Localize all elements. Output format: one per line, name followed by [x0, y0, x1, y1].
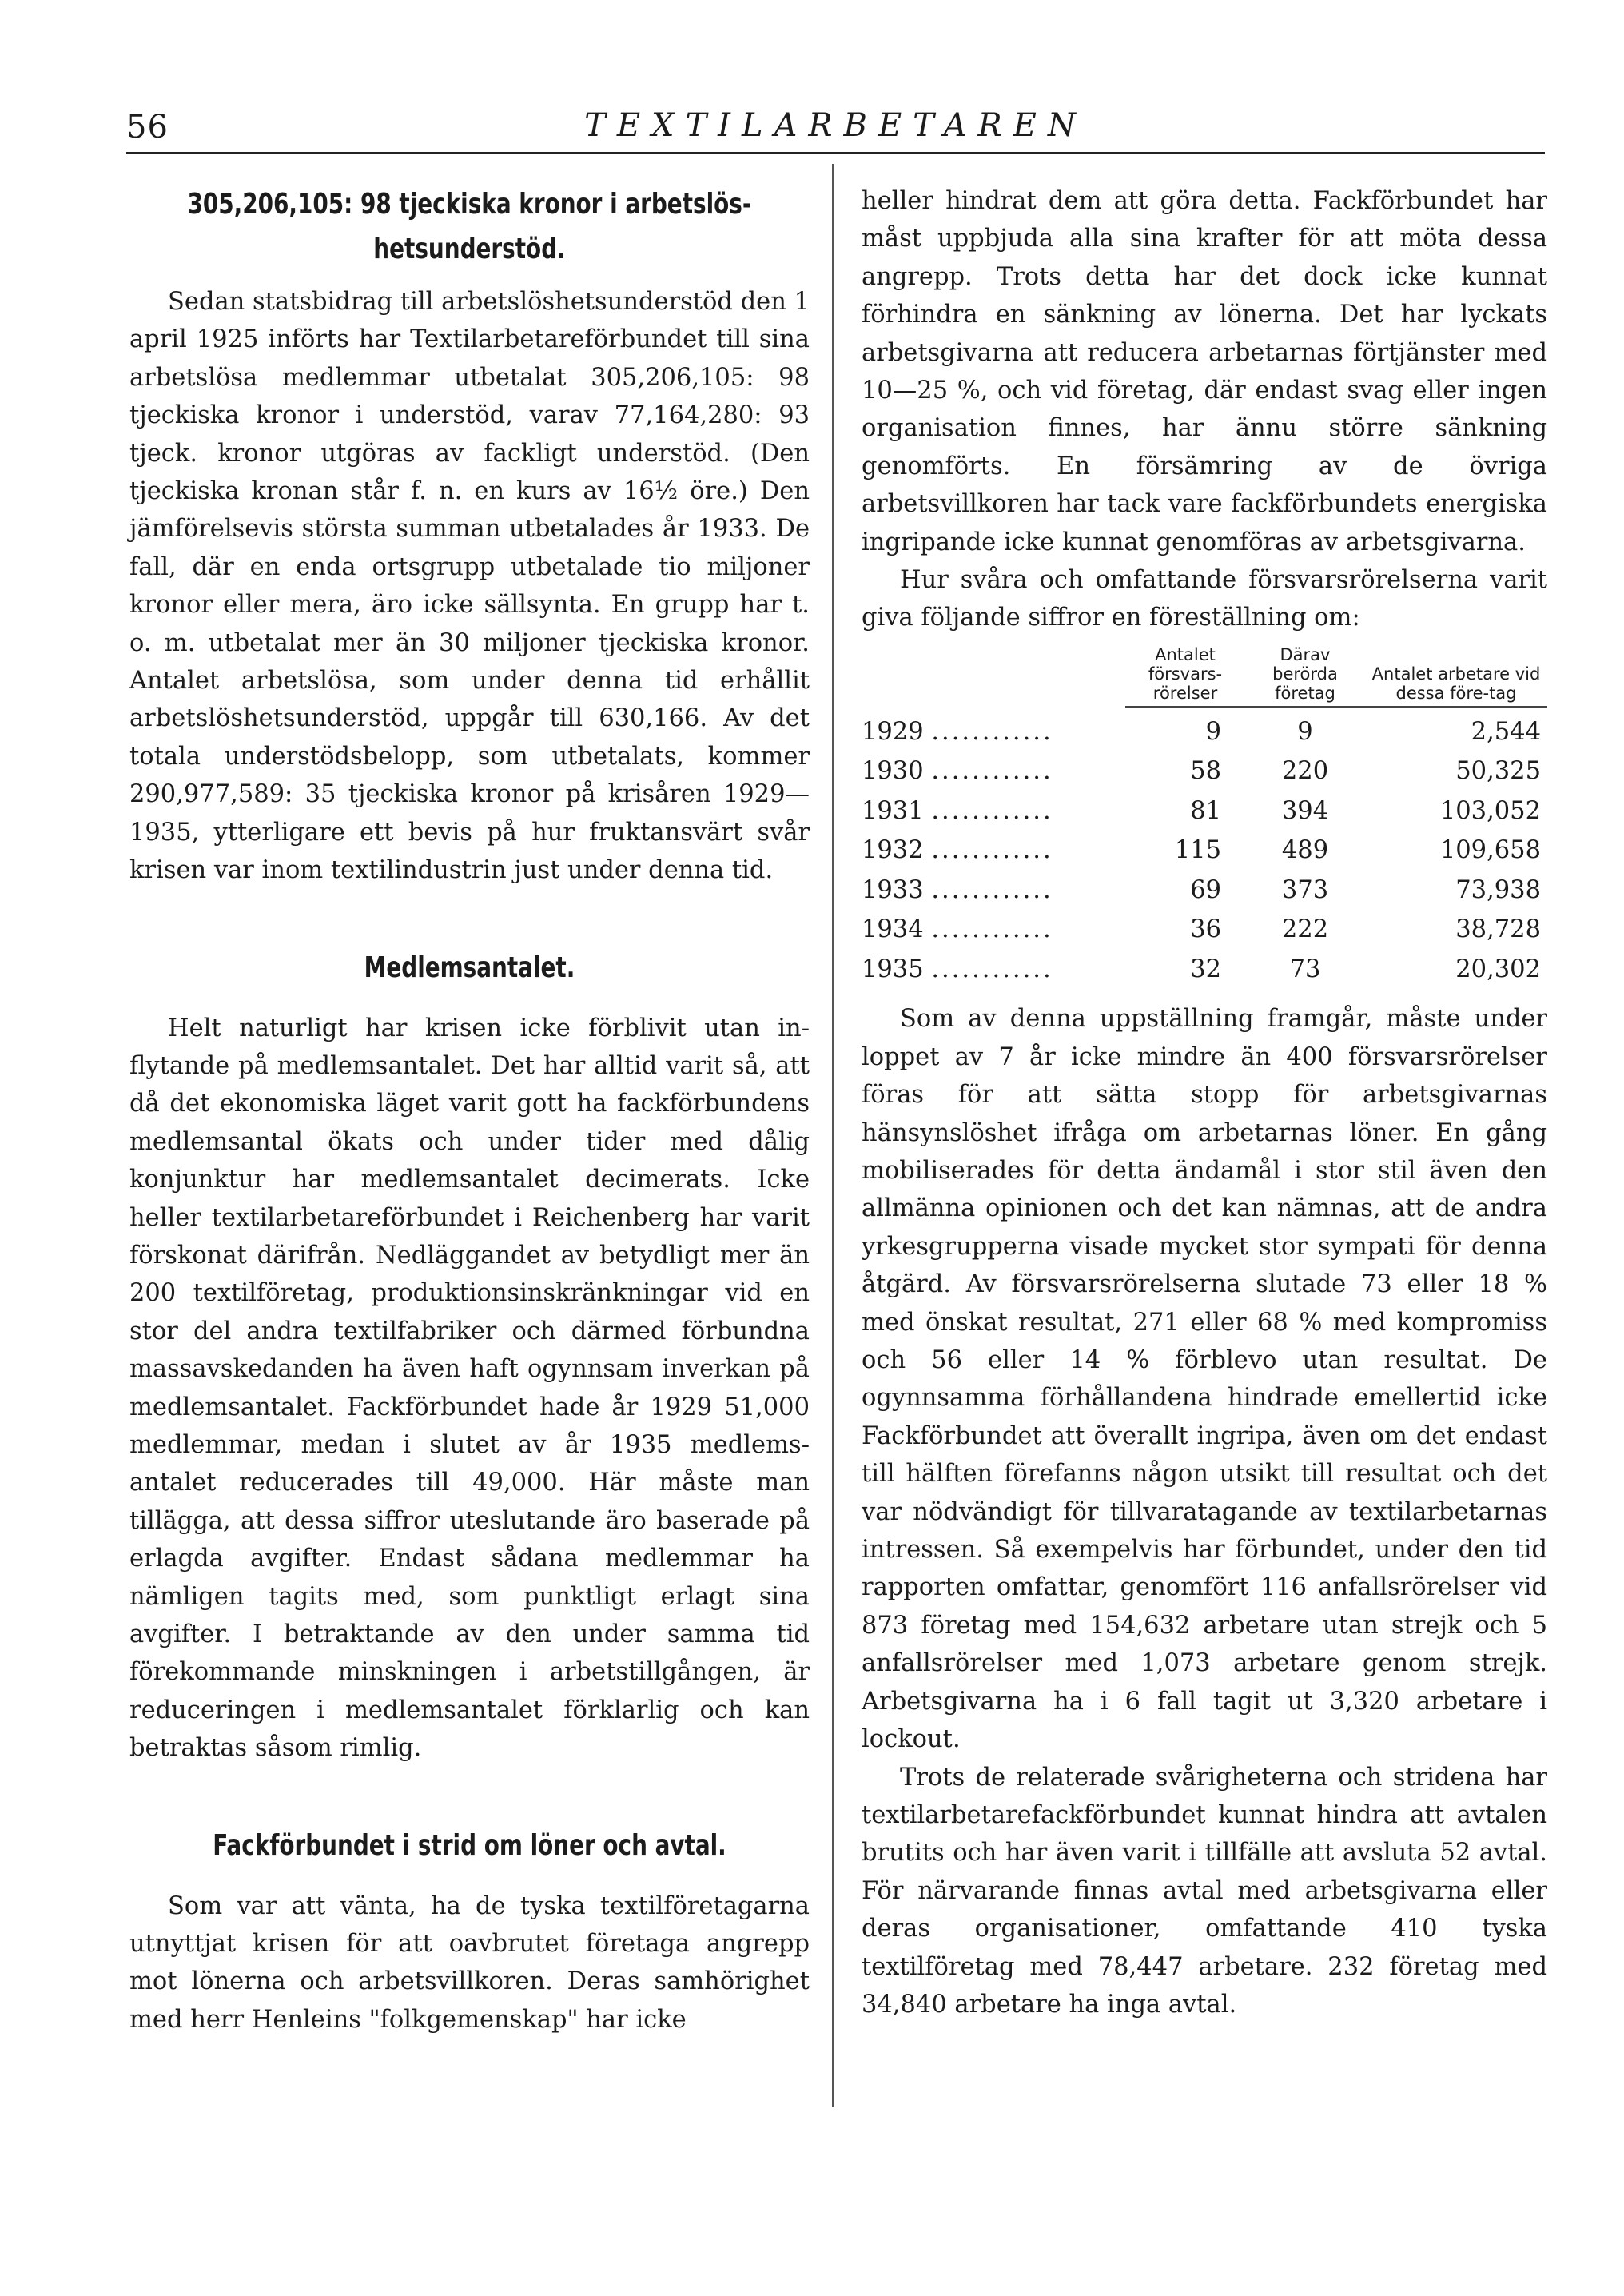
column-divider [832, 164, 834, 2107]
row-value-c: 38,728 [1455, 915, 1541, 944]
statistics-table [862, 645, 1547, 990]
right-column [862, 182, 1547, 2023]
table-header-col-2: Därav berörda företag [1245, 645, 1365, 712]
table-header-year [862, 645, 1125, 712]
table-row: 1929 ............ 9 9 2,544 [862, 712, 1547, 752]
left-column [129, 182, 810, 2039]
running-title: TEXTILARBETAREN [584, 107, 1087, 144]
row-value-b: 73 [1289, 955, 1321, 983]
row-value-c: 109,658 [1439, 836, 1541, 865]
row-value-a: 81 [1190, 796, 1221, 825]
row-year: 1931 [862, 796, 924, 825]
page-number: 56 [126, 109, 169, 145]
row-value-c: 20,302 [1455, 955, 1541, 983]
row-value-c: 2,544 [1471, 717, 1541, 746]
table-row: 1935 ............ 32 73 20,302 [862, 950, 1547, 990]
row-year: 1932 [862, 836, 924, 865]
table-header-col-1: Antalet försvars-rörelser [1125, 645, 1245, 712]
row-value-b: 9 [1297, 717, 1313, 746]
membership-paragraph: Helt naturligt har krisen icke förblivit utan inflytande på medlemsantalet. Det har alltid varit så, att då det ekonomiska läget varit gott ha fackförbundens medlemsantal ökats och under tider med dålig konjunktur har medlemsantalet decimerats. Icke heller textilarbetareförbundet i Reichenberg har varit förskonat därifrån. Nedläggandet av betydligt mer än 200 textilföretag, produktionsinskränkningar vid en stor del andra textilfabriker och därmed förbundna massavskedanden ha även haft ogynnsam inverkan på medlemsantalet. Fackförbundet hade år 1929 51,000 medlemmar, medan i slutet av år 1935 medlemsantalet reducerades till 49,000. Här måste man tillägga, att dessa siffror uteslutande äro baserade på erlagda avgifter. Endast sådana medlemmar ha nämligen tagits med, som punktligt erlagt sina avgifter. I betraktande av den under samma tid förekommande minskningen i arbetstillgången, är reduceringen i medlemsantalet förklarlig och kan betraktas såsom rimlig. [129, 1014, 810, 1763]
row-value-a: 69 [1190, 875, 1221, 904]
row-year: 1929 [862, 717, 924, 746]
page-header [126, 98, 1545, 153]
row-value-b: 489 [1281, 836, 1329, 865]
statistics-table-wrapper [862, 645, 1547, 990]
row-year: 1935 [862, 955, 924, 983]
row-year: 1933 [862, 875, 924, 904]
row-value-c: 103,052 [1439, 796, 1541, 825]
section-heading-membership: Medlemsantalet. [364, 951, 575, 984]
row-value-b: 373 [1281, 875, 1329, 904]
row-value-b: 394 [1281, 796, 1329, 825]
article-paragraph: Sedan statsbidrag till arbetslöshetsunderstöd den 1 april 1925 införts har Textilarbetareförbundet till sina arbetslösa medlemmar utbetalat 305,206,105: 98 tjeckiska kronor i understöd, varav 77,164,280: 93 tjeck. kronor utgöras av fackligt understöd. (Den tjeckiska kronan står f. n. en kurs av 16½ öre.) Den jämförelsevis största summan utbetalades år 1933. De fall, där en enda ortsgrupp utbetalade tio miljoner kronor eller mera, äro icke sällsynta. En grupp har t. o. m. utbetalat mer än 30 miljoner tjeckiska kronor. Antalet arbetslösa, som under denna tid erhållit arbetslöshetsunderstöd, uppgår till 630,166. Av det totala understödsbelopp, som utbetalats, kommer 290,977,589: 35 tjeckiska kronor på krisåren 1929—1935, ytterligare ett bevis på hur fruktansvärt svår krisen var inom textilindustrin just under denna tid. [129, 288, 810, 885]
table-intro-paragraph: Hur svåra och omfattande försvarsrörelserna varit giva följande siffror en föreställning om: [862, 566, 1547, 632]
table-header-col-3: Antalet arbetare vid dessa före-tag [1365, 645, 1547, 712]
row-year: 1934 [862, 915, 924, 944]
table-header-row [862, 645, 1547, 712]
agreements-paragraph: Trots de relaterade svårigheterna och stridena har textilarbetarefackförbundet kunnat hindra att avtalen brutits och har även varit i tillfälle att avsluta 52 avtal. För närvarande finnas avtal med arbetsgivarna eller deras organisationer, omfattande 410 tyska textilföretag med 78,447 arbetare. 232 företag med 34,840 arbetare ha inga avtal. [862, 1763, 1547, 2019]
row-value-a: 32 [1190, 955, 1221, 983]
wages-paragraph: Som var att vänta, ha de tyska textilföretagarna utnyttjat krisen för att oavbrutet företaga angrepp mot lönerna och arbetsvillkoren. Deras samhörighet med herr Henleins "folkgemenskap" har icke [129, 1891, 810, 2034]
article-heading: 305,206,105: 98 tjeckiska kronor i arbetslöshetsunderstöd. [187, 188, 752, 265]
table-row: 1930 ............ 58 220 50,325 [862, 751, 1547, 791]
row-value-b: 220 [1281, 757, 1329, 786]
row-value-c: 50,325 [1455, 757, 1541, 786]
table-row: 1934 ............ 36 222 38,728 [862, 910, 1547, 950]
table-row: 1932 ............ 115 489 109,658 [862, 831, 1547, 871]
header-rule [126, 152, 1545, 154]
row-value-a: 9 [1205, 717, 1221, 746]
row-value-b: 222 [1281, 915, 1329, 944]
section-heading-wages: Fackförbundet i strid om löner och avtal. [213, 1828, 726, 1862]
row-value-a: 115 [1174, 836, 1221, 865]
continued-paragraph: heller hindrat dem att göra detta. Fackförbundet har måst uppbjuda alla sina krafter för att möta dessa angrepp. Trots detta har det dock icke kunnat förhindra en sänkning av lönerna. Det har lyckats arbetsgivarna att reducera arbetarnas förtjänster med 10—25 %, och vid företag, där endast svag eller ingen organisation finnes, har ännu större sänkning genomförts. En försämring av de övriga arbetsvillkoren har tack vare fackförbundets energiska ingripande icke kunnat genomföras av arbetsgivarna. [862, 187, 1547, 556]
table-row: 1931 ............ 81 394 103,052 [862, 791, 1547, 831]
results-paragraph: Som av denna uppställning framgår, måste under loppet av 7 år icke mindre än 400 försvarsrörelser föras för att sätta stopp för arbetsgivarnas hänsynslöshet ifråga om arbetarnas löner. En gång mobiliserades för detta ändamål i stor stil även den allmänna opinionen och det kan nämnas, att de andra yrkesgrupperna visade mycket stor sympati för denna åtgärd. Av försvarsrörelserna slutade 73 eller 18 % med önskat resultat, 271 eller 68 % med kompromiss och 56 eller 14 % förblevo utan resultat. De ogynnsamma förhållandena hindrade emellertid icke Fackförbundet att överallt ingripa, även om det endast till hälften förefanns någon utsikt till resultat och det var nödvändigt för tillvaratagande av textilarbetarnas intressen. Så exempelvis har förbundet, under den tid rapporten omfattar, genomfört 116 anfallsrörelser vid 873 företag med 154,632 arbetare utan strejk och 5 anfallsrörelser med 1,073 arbetare genom strejk. Arbetsgivarna ha i 6 fall tagit ut 3,320 arbetare i lockout. [862, 1005, 1547, 1754]
row-year: 1930 [862, 757, 924, 786]
row-value-a: 58 [1190, 757, 1221, 786]
row-value-a: 36 [1190, 915, 1221, 944]
row-value-c: 73,938 [1455, 875, 1541, 904]
table-row: 1933 ............ 69 373 73,938 [862, 871, 1547, 911]
